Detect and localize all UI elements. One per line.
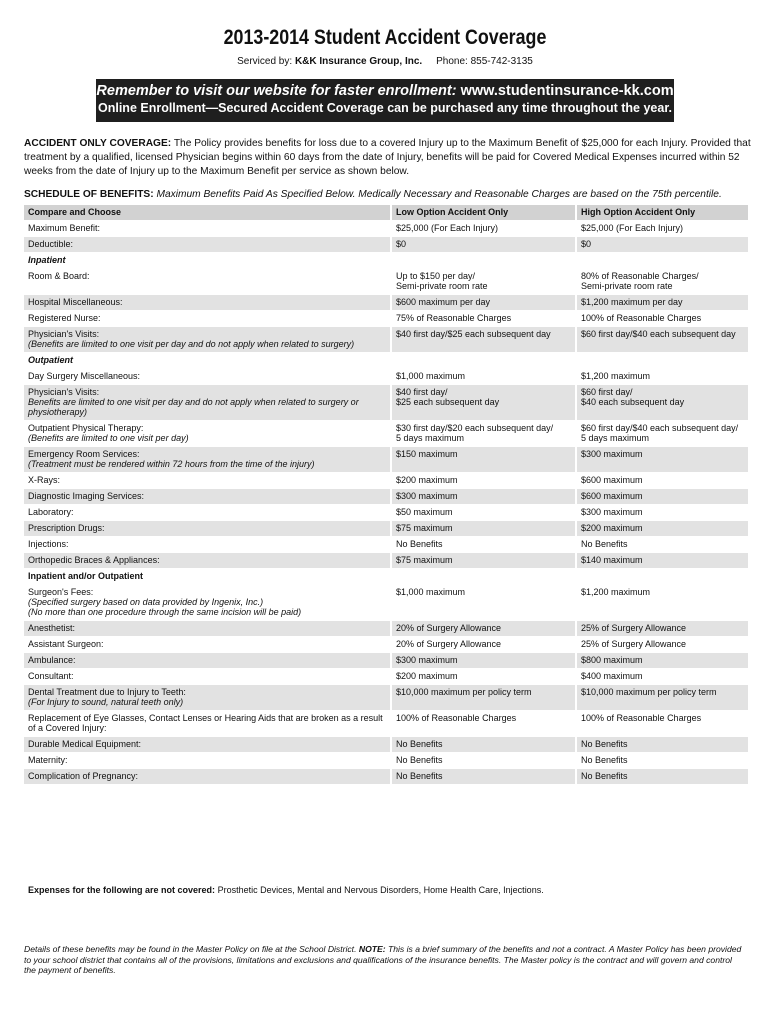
table-row	[24, 489, 748, 505]
low-option-value: No Benefits	[391, 753, 576, 769]
not-covered-label: Expenses for the following are not covered:	[28, 885, 216, 895]
benefit-name-cell	[24, 447, 391, 473]
benefit-note: (Treatment must be rendered within 72 hours from the time of the injury)	[28, 459, 315, 469]
table-row	[24, 421, 748, 447]
benefit-note: Benefits are limited to one visit per day and do not apply when related to surgery or physiotherapy)	[28, 397, 359, 417]
low-option-value: $75 maximum	[391, 553, 576, 569]
website-link[interactable]: www.studentinsurance-kk.com	[460, 83, 674, 99]
low-option-value: $1,000 maximum	[391, 369, 576, 385]
low-option-value: $75 maximum	[391, 521, 576, 537]
benefit-name-cell	[24, 753, 391, 769]
low-option-value: $30 first day/$20 each subsequent day/ 5 days maximum	[391, 421, 576, 447]
benefit-name: Day Surgery Miscellaneous:	[28, 371, 141, 381]
high-option-value: $300 maximum	[576, 505, 748, 521]
high-option-value: No Benefits	[576, 537, 748, 553]
table-section-row	[24, 253, 748, 269]
table-row	[24, 685, 748, 711]
table-row	[24, 295, 748, 311]
enrollment-banner	[96, 79, 674, 122]
benefit-name-cell	[24, 421, 391, 447]
low-option-value: 100% of Reasonable Charges	[391, 711, 576, 737]
table-row	[24, 653, 748, 669]
table-row	[24, 369, 748, 385]
high-option-value: $60 first day/$40 each subsequent day	[576, 327, 748, 353]
benefit-name: Diagnostic Imaging Services:	[28, 491, 145, 501]
table-row	[24, 269, 748, 295]
high-option-value: $600 maximum	[576, 489, 748, 505]
table-row	[24, 621, 748, 637]
serviced-label: Serviced by:	[237, 56, 293, 67]
benefit-name: Anesthetist:	[28, 623, 76, 633]
high-option-value: $1,200 maximum	[576, 585, 748, 621]
table-row	[24, 473, 748, 489]
benefit-name: Emergency Room Services:	[28, 449, 140, 459]
accident-only-coverage	[24, 137, 754, 179]
benefit-name: Laboratory:	[28, 507, 74, 517]
company-name: K&K Insurance Group, Inc.	[294, 56, 423, 67]
banner-line-1	[96, 83, 674, 99]
high-option-value: 25% of Surgery Allowance	[576, 637, 748, 653]
not-covered-text: Prosthetic Devices, Mental and Nervous Disorders, Home Health Care, Injections.	[217, 885, 544, 895]
section-spacer	[391, 569, 576, 585]
high-option-value: $1,200 maximum	[576, 369, 748, 385]
low-option-value: $1,000 maximum	[391, 585, 576, 621]
high-option-value: 100% of Reasonable Charges	[576, 711, 748, 737]
benefit-name: Hospital Miscellaneous:	[28, 297, 123, 307]
schedule-text: Maximum Benefits Paid As Specified Below. Medically Necessary and Reasonable Charges are based on the 75th percentile.	[156, 189, 722, 200]
table-header-row	[24, 205, 748, 221]
table-row	[24, 737, 748, 753]
benefit-name: Complication of Pregnancy:	[28, 771, 139, 781]
benefit-note: (Benefits are limited to one visit per day and do not apply when related to surgery)	[28, 339, 355, 349]
low-option-value: $600 maximum per day	[391, 295, 576, 311]
benefit-name-cell	[24, 553, 391, 569]
benefit-name-cell	[24, 537, 391, 553]
benefit-name-cell	[24, 369, 391, 385]
table-row	[24, 237, 748, 253]
benefit-name-cell	[24, 489, 391, 505]
benefit-name: Assistant Surgeon:	[28, 639, 104, 649]
section-spacer	[576, 253, 748, 269]
high-option-value: No Benefits	[576, 769, 748, 785]
benefit-name: Consultant:	[28, 671, 74, 681]
phone-label: Phone:	[436, 56, 468, 67]
low-option-value: $10,000 maximum per policy term	[391, 685, 576, 711]
low-option-value: Up to $150 per day/ Semi-private room rate	[391, 269, 576, 295]
section-label: Inpatient and/or Outpatient	[24, 569, 391, 585]
section-spacer	[391, 353, 576, 369]
benefit-name-cell	[24, 685, 391, 711]
high-option-value: $60 first day/$40 each subsequent day/ 5 days maximum	[576, 421, 748, 447]
serviced-by-line	[0, 56, 770, 67]
low-option-value: $150 maximum	[391, 447, 576, 473]
low-option-value: 75% of Reasonable Charges	[391, 311, 576, 327]
benefit-name: Registered Nurse:	[28, 313, 101, 323]
benefit-name: Prescription Drugs:	[28, 523, 105, 533]
high-option-value: 80% of Reasonable Charges/ Semi-private room rate	[576, 269, 748, 295]
low-option-value: No Benefits	[391, 537, 576, 553]
table-row	[24, 521, 748, 537]
footer-note-label: NOTE:	[358, 944, 386, 954]
low-option-value: $40 first day/ $25 each subsequent day	[391, 385, 576, 421]
header-compare: Compare and Choose	[24, 205, 391, 221]
table-row	[24, 447, 748, 473]
low-option-value: $200 maximum	[391, 473, 576, 489]
low-option-value: 20% of Surgery Allowance	[391, 621, 576, 637]
high-option-value: $300 maximum	[576, 447, 748, 473]
benefit-name-cell	[24, 711, 391, 737]
phone-number: 855-742-3135	[470, 56, 533, 67]
accident-only-label: ACCIDENT ONLY COVERAGE:	[24, 138, 172, 149]
benefit-note: (For Injury to sound, natural teeth only)	[28, 697, 184, 707]
benefit-name-cell	[24, 221, 391, 237]
section-label: Inpatient	[24, 253, 391, 269]
low-option-value: $40 first day/$25 each subsequent day	[391, 327, 576, 353]
benefit-name-cell	[24, 737, 391, 753]
table-row	[24, 221, 748, 237]
low-option-value: $300 maximum	[391, 653, 576, 669]
table-row	[24, 769, 748, 785]
banner-line-2: Online Enrollment—Secured Accident Coverage can be purchased any time throughout the year.	[98, 101, 672, 115]
benefit-name: Replacement of Eye Glasses, Contact Lenses or Hearing Aids that are broken as a result of a Covered Injury:	[28, 713, 383, 733]
benefit-name-cell	[24, 653, 391, 669]
table-row	[24, 711, 748, 737]
benefit-name: Outpatient Physical Therapy:	[28, 423, 144, 433]
table-row	[24, 537, 748, 553]
section-spacer	[576, 353, 748, 369]
low-option-value: 20% of Surgery Allowance	[391, 637, 576, 653]
page-title: 2013-2014 Student Accident Coverage	[223, 26, 547, 49]
benefit-name-cell	[24, 237, 391, 253]
benefit-note: (Benefits are limited to one visit per day)	[28, 433, 189, 443]
low-option-value: No Benefits	[391, 737, 576, 753]
benefits-table	[24, 205, 748, 785]
footer-disclaimer	[24, 944, 746, 976]
benefit-name-cell	[24, 327, 391, 353]
accident-only-text: The Policy provides benefits for loss due to a covered Injury up to the Maximum Benefit of $25,000 for each Injury. Provided that treatment by a qualified, licensed Physician begins within 60 days from the date of Injury, benefits will be paid for Covered Medical Expenses incurred within 52 weeks from the date of Injury up to the Maximum Benefit per service as shown below.	[24, 138, 751, 177]
low-option-value: $300 maximum	[391, 489, 576, 505]
low-option-value: No Benefits	[391, 769, 576, 785]
benefit-name: X-Rays:	[28, 475, 61, 485]
benefit-name: Maternity:	[28, 755, 68, 765]
high-option-value: $600 maximum	[576, 473, 748, 489]
benefit-name: Durable Medical Equipment:	[28, 739, 142, 749]
high-option-value: $0	[576, 237, 748, 253]
table-section-row	[24, 569, 748, 585]
footer-part-2: This is a brief summary of the benefits and not a contract. A Master Policy has been provided to your school district that contains all of the provisions, limitations and exclusions and qualifications of the insurance benefits. The Master policy is the contract and will govern and control the payment of benefits.	[24, 944, 742, 975]
header-high-option: High Option Accident Only	[576, 205, 748, 221]
table-row	[24, 311, 748, 327]
benefit-name: Deductible:	[28, 239, 74, 249]
benefit-name: Maximum Benefit:	[28, 223, 101, 233]
benefit-name-cell	[24, 473, 391, 489]
benefit-name-cell	[24, 585, 391, 621]
footer-part-1: Details of these benefits may be found in the Master Policy on file at the School District.	[24, 944, 357, 954]
high-option-value: 25% of Surgery Allowance	[576, 621, 748, 637]
not-covered-note	[28, 885, 544, 895]
low-option-value: $50 maximum	[391, 505, 576, 521]
benefit-name-cell	[24, 637, 391, 653]
table-row	[24, 505, 748, 521]
table-row	[24, 385, 748, 421]
benefit-name-cell	[24, 521, 391, 537]
benefit-name: Ambulance:	[28, 655, 76, 665]
benefit-name: Surgeon's Fees:	[28, 587, 94, 597]
benefit-name: Injections:	[28, 539, 69, 549]
schedule-of-benefits	[24, 189, 754, 200]
low-option-value: $200 maximum	[391, 669, 576, 685]
high-option-value: $800 maximum	[576, 653, 748, 669]
benefit-note: (Specified surgery based on data provided by Ingenix, Inc.) (No more than one procedure through the same incision will be paid)	[28, 597, 302, 617]
table-row	[24, 637, 748, 653]
benefit-name-cell	[24, 505, 391, 521]
high-option-value: $1,200 maximum per day	[576, 295, 748, 311]
benefit-name: Orthopedic Braces & Appliances:	[28, 555, 160, 565]
benefit-name-cell	[24, 621, 391, 637]
benefit-name-cell	[24, 295, 391, 311]
benefit-name: Physician's Visits:	[28, 387, 100, 397]
benefit-name-cell	[24, 669, 391, 685]
high-option-value: $140 maximum	[576, 553, 748, 569]
high-option-value: $400 maximum	[576, 669, 748, 685]
table-row	[24, 669, 748, 685]
table-row	[24, 553, 748, 569]
table-row	[24, 753, 748, 769]
benefit-name-cell	[24, 385, 391, 421]
section-spacer	[576, 569, 748, 585]
high-option-value: 100% of Reasonable Charges	[576, 311, 748, 327]
section-spacer	[391, 253, 576, 269]
benefit-name: Room & Board:	[28, 271, 90, 281]
table-section-row	[24, 353, 748, 369]
table-row	[24, 327, 748, 353]
header-low-option: Low Option Accident Only	[391, 205, 576, 221]
high-option-value: $25,000 (For Each Injury)	[576, 221, 748, 237]
low-option-value: $0	[391, 237, 576, 253]
banner-prefix: Remember to visit our website for faster enrollment:	[96, 83, 457, 99]
table-row	[24, 585, 748, 621]
benefit-name: Physician's Visits:	[28, 329, 100, 339]
benefit-name-cell	[24, 769, 391, 785]
benefit-name-cell	[24, 269, 391, 295]
benefit-name-cell	[24, 311, 391, 327]
section-label: Outpatient	[24, 353, 391, 369]
low-option-value: $25,000 (For Each Injury)	[391, 221, 576, 237]
high-option-value: $60 first day/ $40 each subsequent day	[576, 385, 748, 421]
schedule-label: SCHEDULE OF BENEFITS:	[24, 189, 154, 200]
high-option-value: No Benefits	[576, 737, 748, 753]
benefit-name: Dental Treatment due to Injury to Teeth:	[28, 687, 186, 697]
high-option-value: $200 maximum	[576, 521, 748, 537]
high-option-value: No Benefits	[576, 753, 748, 769]
high-option-value: $10,000 maximum per policy term	[576, 685, 748, 711]
